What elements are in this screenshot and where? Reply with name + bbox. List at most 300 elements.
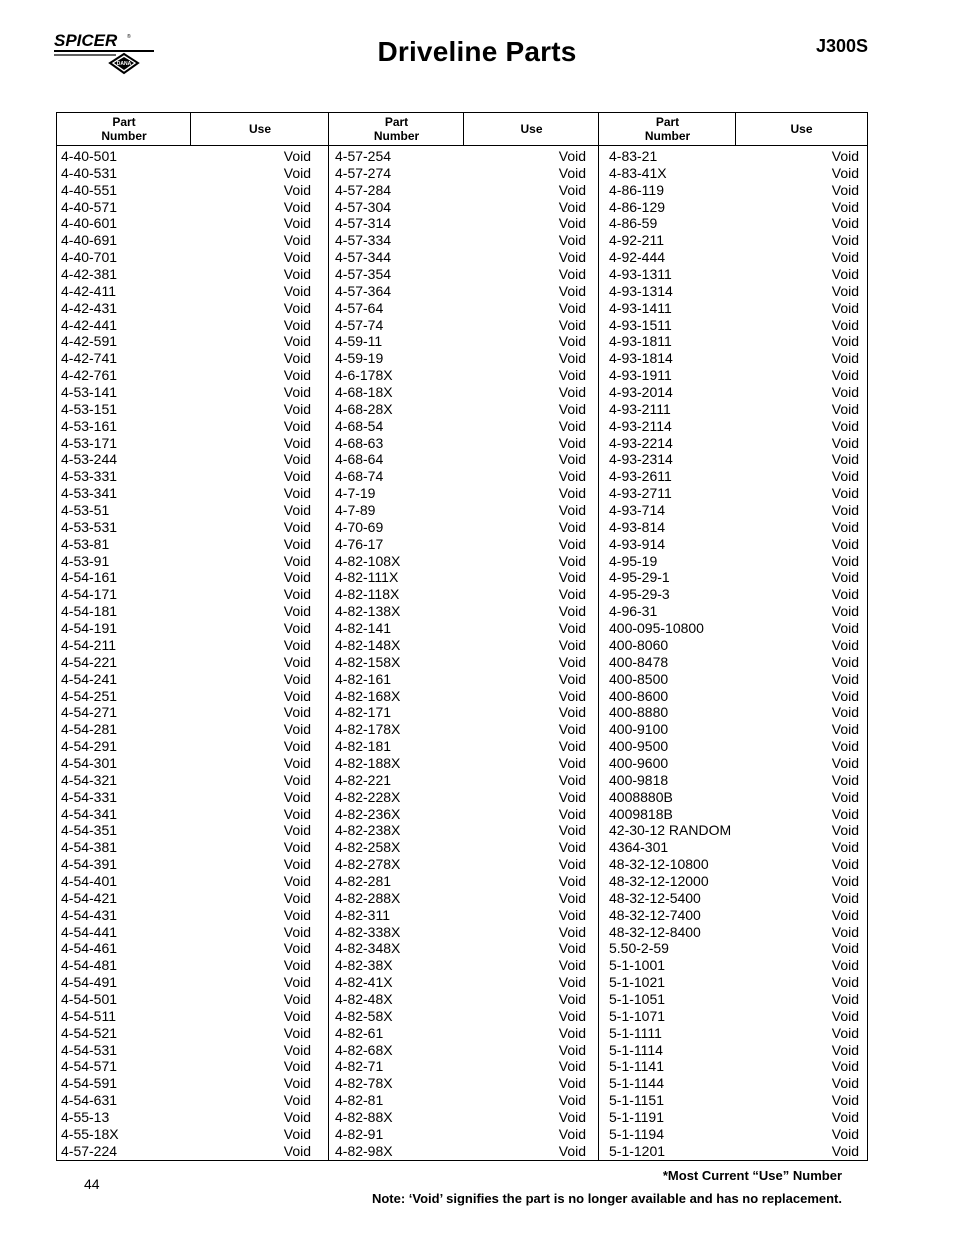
table-row bbox=[609, 721, 859, 738]
use-value: Void bbox=[831, 417, 859, 434]
use-value: Void bbox=[283, 957, 311, 974]
use-value: Void bbox=[558, 333, 586, 350]
use-value: Void bbox=[558, 299, 586, 316]
use-value: Void bbox=[831, 687, 859, 704]
use-value: Void bbox=[831, 316, 859, 333]
parts-column-1 bbox=[61, 148, 311, 1160]
table-row bbox=[609, 384, 859, 401]
use-value: Void bbox=[831, 434, 859, 451]
part-number: 4-54-431 bbox=[61, 906, 118, 923]
use-value: Void bbox=[283, 552, 311, 569]
part-number: 4-93-1411 bbox=[609, 299, 672, 316]
part-number: 4-54-291 bbox=[61, 738, 118, 755]
table-row bbox=[61, 1042, 311, 1059]
use-value: Void bbox=[831, 400, 859, 417]
table-row bbox=[609, 586, 859, 603]
use-value: Void bbox=[283, 1007, 311, 1024]
part-number: 4-82-78X bbox=[335, 1075, 393, 1092]
table-row bbox=[335, 1075, 586, 1092]
part-number: 4-93-2111 bbox=[609, 400, 671, 417]
table-row bbox=[61, 890, 311, 907]
part-number: 4-53-91 bbox=[61, 552, 110, 569]
table-row bbox=[609, 165, 859, 182]
table-row bbox=[335, 603, 586, 620]
use-value: Void bbox=[831, 990, 859, 1007]
current-use-note: *Most Current “Use” Number bbox=[662, 1168, 842, 1183]
table-row bbox=[61, 1109, 311, 1126]
part-number: 4-57-74 bbox=[335, 316, 384, 333]
table-row bbox=[335, 1109, 586, 1126]
table-row bbox=[61, 435, 311, 452]
part-number: 4-54-531 bbox=[61, 1041, 118, 1058]
use-value: Void bbox=[831, 1092, 859, 1109]
table-row bbox=[335, 704, 586, 721]
use-value: Void bbox=[831, 164, 859, 181]
table-row bbox=[61, 350, 311, 367]
part-number: 48-32-12-12000 bbox=[609, 872, 709, 889]
part-number: 4-54-171 bbox=[61, 586, 118, 603]
use-value: Void bbox=[831, 198, 859, 215]
use-value: Void bbox=[831, 181, 859, 198]
part-number: 5-1-1001 bbox=[609, 957, 666, 974]
part-number: 4-82-178X bbox=[335, 721, 401, 738]
part-number: 4-7-19 bbox=[335, 485, 376, 502]
part-number: 4-57-354 bbox=[335, 266, 392, 283]
use-value: Void bbox=[831, 1058, 859, 1075]
part-number: 4-57-314 bbox=[335, 215, 392, 232]
use-value: Void bbox=[283, 215, 311, 232]
table-row bbox=[61, 485, 311, 502]
use-value: Void bbox=[831, 738, 859, 755]
use-value: Void bbox=[283, 535, 311, 552]
table-row bbox=[335, 435, 586, 452]
part-number: 4-42-441 bbox=[61, 316, 118, 333]
part-number: 4-54-401 bbox=[61, 872, 118, 889]
use-value: Void bbox=[831, 1142, 859, 1159]
table-row bbox=[335, 772, 586, 789]
table-row bbox=[335, 671, 586, 688]
use-value: Void bbox=[283, 333, 311, 350]
model-code: J300S bbox=[815, 36, 868, 56]
use-value: Void bbox=[283, 738, 311, 755]
use-value: Void bbox=[283, 451, 311, 468]
use-value: Void bbox=[558, 417, 586, 434]
part-number: 4-93-1814 bbox=[609, 350, 673, 367]
use-value: Void bbox=[831, 974, 859, 991]
use-value: Void bbox=[283, 636, 311, 653]
use-value: Void bbox=[283, 1125, 311, 1142]
table-row bbox=[61, 789, 311, 806]
use-value: Void bbox=[831, 620, 859, 637]
use-value: Void bbox=[558, 552, 586, 569]
table-row bbox=[61, 199, 311, 216]
table-row bbox=[609, 940, 859, 957]
part-number: 4-57-284 bbox=[335, 181, 392, 198]
part-number: 4-53-244 bbox=[61, 451, 118, 468]
part-number: 4-54-281 bbox=[61, 721, 118, 738]
part-number: 4-57-64 bbox=[335, 299, 384, 316]
use-value: Void bbox=[831, 856, 859, 873]
table-row bbox=[61, 1058, 311, 1075]
use-value: Void bbox=[283, 316, 311, 333]
table-row bbox=[609, 333, 859, 350]
table-row bbox=[61, 940, 311, 957]
table-row bbox=[335, 991, 586, 1008]
use-value: Void bbox=[831, 350, 859, 367]
use-value: Void bbox=[831, 1024, 859, 1041]
table-row bbox=[61, 907, 311, 924]
part-number: 4-82-88X bbox=[335, 1108, 393, 1125]
part-number: 4-54-521 bbox=[61, 1024, 118, 1041]
part-number: 4-54-461 bbox=[61, 940, 118, 957]
part-number: 4-54-191 bbox=[61, 620, 118, 637]
table-row bbox=[609, 215, 859, 232]
part-number: 4-53-51 bbox=[61, 502, 110, 519]
part-number: 4-55-18X bbox=[61, 1125, 119, 1142]
part-number: 4-93-814 bbox=[609, 518, 666, 535]
table-row bbox=[335, 688, 586, 705]
use-value: Void bbox=[283, 788, 311, 805]
use-value: Void bbox=[558, 1092, 586, 1109]
use-value: Void bbox=[558, 704, 586, 721]
part-number: 48-32-12-7400 bbox=[609, 906, 701, 923]
header-use-2: Use bbox=[520, 122, 543, 136]
part-number: 4-82-58X bbox=[335, 1007, 393, 1024]
part-number: 4-57-364 bbox=[335, 282, 392, 299]
part-number: 4-54-501 bbox=[61, 990, 118, 1007]
table-row bbox=[335, 317, 586, 334]
part-number: 4-93-914 bbox=[609, 535, 666, 552]
part-number: 4-76-17 bbox=[335, 535, 384, 552]
parts-table bbox=[56, 112, 868, 1161]
use-value: Void bbox=[831, 957, 859, 974]
part-number: 400-8478 bbox=[609, 653, 669, 670]
use-value: Void bbox=[283, 940, 311, 957]
use-value: Void bbox=[558, 839, 586, 856]
part-number: 4-54-301 bbox=[61, 754, 118, 771]
part-number: 4-82-158X bbox=[335, 653, 401, 670]
table-row bbox=[61, 822, 311, 839]
table-row bbox=[61, 688, 311, 705]
table-row bbox=[335, 974, 586, 991]
part-number: 4-82-48X bbox=[335, 990, 393, 1007]
header-part-number-2: Part Number bbox=[373, 115, 420, 143]
table-row bbox=[61, 1008, 311, 1025]
part-number: 4-53-341 bbox=[61, 485, 118, 502]
table-row bbox=[609, 148, 859, 165]
part-number: 4-54-421 bbox=[61, 889, 118, 906]
table-row bbox=[609, 924, 859, 941]
use-value: Void bbox=[283, 384, 311, 401]
table-row bbox=[609, 266, 859, 283]
table-row bbox=[335, 215, 586, 232]
table-row bbox=[609, 1092, 859, 1109]
use-value: Void bbox=[558, 1041, 586, 1058]
table-row bbox=[609, 839, 859, 856]
use-value: Void bbox=[831, 822, 859, 839]
use-value: Void bbox=[283, 653, 311, 670]
table-row bbox=[335, 249, 586, 266]
table-row bbox=[335, 620, 586, 637]
part-number: 4-54-241 bbox=[61, 670, 118, 687]
use-value: Void bbox=[558, 620, 586, 637]
part-number: 4-54-391 bbox=[61, 856, 118, 873]
use-value: Void bbox=[558, 889, 586, 906]
use-value: Void bbox=[558, 215, 586, 232]
part-number: 4-93-2314 bbox=[609, 451, 673, 468]
part-number: 5-1-1051 bbox=[609, 990, 666, 1007]
part-number: 4-82-61 bbox=[335, 1024, 384, 1041]
table-row bbox=[609, 873, 859, 890]
part-number: 4-93-1311 bbox=[609, 266, 672, 283]
use-value: Void bbox=[283, 502, 311, 519]
use-value: Void bbox=[558, 164, 586, 181]
use-value: Void bbox=[558, 872, 586, 889]
use-value: Void bbox=[558, 754, 586, 771]
table-row bbox=[609, 1075, 859, 1092]
part-number: 4-86-119 bbox=[609, 181, 665, 198]
use-value: Void bbox=[558, 822, 586, 839]
table-row bbox=[609, 704, 859, 721]
part-number: 4-53-171 bbox=[61, 434, 118, 451]
part-number: 4-93-2711 bbox=[609, 485, 672, 502]
table-row bbox=[609, 418, 859, 435]
table-row bbox=[61, 1075, 311, 1092]
use-value: Void bbox=[283, 906, 311, 923]
table-row bbox=[609, 738, 859, 755]
use-value: Void bbox=[831, 299, 859, 316]
part-number: 4-54-211 bbox=[61, 636, 117, 653]
use-value: Void bbox=[558, 603, 586, 620]
use-value: Void bbox=[831, 518, 859, 535]
part-number: 4-53-151 bbox=[61, 400, 118, 417]
table-row bbox=[61, 772, 311, 789]
part-number: 4-53-531 bbox=[61, 518, 118, 535]
part-number: 4-93-2214 bbox=[609, 434, 673, 451]
part-number: 400-8600 bbox=[609, 687, 669, 704]
use-value: Void bbox=[831, 282, 859, 299]
table-row bbox=[61, 569, 311, 586]
table-row bbox=[61, 553, 311, 570]
table-row bbox=[335, 1058, 586, 1075]
use-value: Void bbox=[283, 990, 311, 1007]
part-number: 4-7-89 bbox=[335, 502, 376, 519]
table-row bbox=[61, 401, 311, 418]
use-value: Void bbox=[831, 333, 859, 350]
use-value: Void bbox=[283, 1024, 311, 1041]
table-row bbox=[609, 350, 859, 367]
use-value: Void bbox=[558, 990, 586, 1007]
use-value: Void bbox=[558, 535, 586, 552]
table-row bbox=[61, 182, 311, 199]
use-value: Void bbox=[283, 148, 311, 164]
table-row bbox=[609, 553, 859, 570]
use-value: Void bbox=[283, 1092, 311, 1109]
use-value: Void bbox=[831, 266, 859, 283]
table-row bbox=[61, 839, 311, 856]
part-number: 5-1-1194 bbox=[609, 1125, 665, 1142]
use-value: Void bbox=[831, 451, 859, 468]
part-number: 4-53-331 bbox=[61, 468, 118, 485]
table-row bbox=[61, 586, 311, 603]
part-number: 400-095-10800 bbox=[609, 620, 704, 637]
part-number: 4-40-691 bbox=[61, 232, 118, 249]
part-number: 4-82-221 bbox=[335, 771, 392, 788]
use-value: Void bbox=[558, 805, 586, 822]
part-number: 4-82-171 bbox=[335, 704, 392, 721]
header-use-1: Use bbox=[248, 122, 271, 136]
part-number: 4-82-141 bbox=[335, 620, 392, 637]
table-row bbox=[335, 1092, 586, 1109]
use-value: Void bbox=[283, 670, 311, 687]
table-row bbox=[609, 1058, 859, 1075]
use-value: Void bbox=[831, 535, 859, 552]
use-value: Void bbox=[831, 653, 859, 670]
table-row bbox=[61, 536, 311, 553]
part-number: 400-9100 bbox=[609, 721, 669, 738]
part-number: 48-32-12-8400 bbox=[609, 923, 701, 940]
part-number: 4-54-491 bbox=[61, 974, 118, 991]
part-number: 4-95-19 bbox=[609, 552, 658, 569]
table-row bbox=[335, 451, 586, 468]
use-value: Void bbox=[558, 569, 586, 586]
part-number: 4-82-148X bbox=[335, 636, 401, 653]
table-row bbox=[61, 721, 311, 738]
part-number: 4-40-571 bbox=[61, 198, 118, 215]
use-value: Void bbox=[831, 670, 859, 687]
table-row bbox=[335, 300, 586, 317]
part-number: 4-92-444 bbox=[609, 249, 666, 266]
table-row bbox=[61, 317, 311, 334]
table-row bbox=[335, 384, 586, 401]
table-row bbox=[335, 536, 586, 553]
table-row bbox=[609, 1126, 859, 1143]
part-number: 4-82-228X bbox=[335, 788, 401, 805]
page-title: Driveline Parts bbox=[377, 36, 577, 67]
table-row bbox=[609, 536, 859, 553]
table-row bbox=[61, 519, 311, 536]
part-number: 4-54-331 bbox=[61, 788, 118, 805]
table-row bbox=[609, 401, 859, 418]
use-value: Void bbox=[558, 906, 586, 923]
table-row bbox=[61, 215, 311, 232]
table-row bbox=[609, 1025, 859, 1042]
part-number: 4-82-98X bbox=[335, 1142, 393, 1159]
table-row bbox=[335, 519, 586, 536]
table-row bbox=[335, 586, 586, 603]
table-row bbox=[335, 553, 586, 570]
part-number: 4-93-714 bbox=[609, 502, 666, 519]
part-number: 4-54-511 bbox=[61, 1007, 117, 1024]
table-row bbox=[61, 738, 311, 755]
use-value: Void bbox=[283, 350, 311, 367]
use-value: Void bbox=[283, 687, 311, 704]
table-row bbox=[335, 1042, 586, 1059]
header-part-number-1: Part Number bbox=[101, 115, 147, 143]
part-number: 4-54-441 bbox=[61, 923, 118, 940]
table-row bbox=[335, 182, 586, 199]
table-row bbox=[609, 367, 859, 384]
table-row bbox=[609, 1109, 859, 1126]
use-value: Void bbox=[831, 569, 859, 586]
use-value: Void bbox=[831, 889, 859, 906]
use-value: Void bbox=[831, 552, 859, 569]
table-row bbox=[335, 148, 586, 165]
part-number: 4364-301 bbox=[609, 839, 669, 856]
table-row bbox=[609, 755, 859, 772]
table-row bbox=[335, 738, 586, 755]
use-value: Void bbox=[831, 721, 859, 738]
use-value: Void bbox=[831, 788, 859, 805]
table-row bbox=[335, 1025, 586, 1042]
use-value: Void bbox=[283, 1108, 311, 1125]
use-value: Void bbox=[831, 232, 859, 249]
part-number: 48-32-12-10800 bbox=[609, 856, 709, 873]
use-value: Void bbox=[831, 502, 859, 519]
use-value: Void bbox=[283, 822, 311, 839]
table-row bbox=[335, 789, 586, 806]
part-number: 4-86-129 bbox=[609, 198, 666, 215]
table-row bbox=[335, 485, 586, 502]
use-value: Void bbox=[558, 940, 586, 957]
part-number: 4-82-68X bbox=[335, 1041, 393, 1058]
table-row bbox=[335, 283, 586, 300]
use-value: Void bbox=[558, 400, 586, 417]
use-value: Void bbox=[283, 923, 311, 940]
use-value: Void bbox=[831, 704, 859, 721]
part-number: 5-1-1151 bbox=[609, 1092, 665, 1109]
part-number: 4-95-29-3 bbox=[609, 586, 670, 603]
table-row bbox=[609, 822, 859, 839]
use-value: Void bbox=[831, 940, 859, 957]
part-number: 4-82-188X bbox=[335, 754, 401, 771]
table-row bbox=[609, 671, 859, 688]
table-row bbox=[335, 822, 586, 839]
part-number: 4-54-271 bbox=[61, 704, 118, 721]
use-value: Void bbox=[283, 771, 311, 788]
part-number: 4-54-341 bbox=[61, 805, 118, 822]
column-divider bbox=[598, 113, 599, 1160]
part-number: 4-93-1511 bbox=[609, 316, 672, 333]
part-number: 4-40-531 bbox=[61, 164, 118, 181]
table-row bbox=[61, 856, 311, 873]
part-number: 4-68-64 bbox=[335, 451, 384, 468]
divider bbox=[190, 113, 191, 146]
part-number: 5-1-1201 bbox=[609, 1142, 666, 1159]
header-use-3: Use bbox=[790, 122, 813, 136]
table-row bbox=[609, 772, 859, 789]
table-row bbox=[335, 806, 586, 823]
table-row bbox=[335, 957, 586, 974]
use-value: Void bbox=[831, 1075, 859, 1092]
use-value: Void bbox=[558, 636, 586, 653]
use-value: Void bbox=[831, 754, 859, 771]
table-row bbox=[61, 165, 311, 182]
table-row bbox=[61, 300, 311, 317]
part-number: 4-42-411 bbox=[61, 282, 117, 299]
table-row bbox=[609, 232, 859, 249]
part-number: 5-1-1191 bbox=[609, 1108, 665, 1125]
part-number: 4-57-254 bbox=[335, 148, 392, 164]
use-value: Void bbox=[831, 771, 859, 788]
use-value: Void bbox=[558, 502, 586, 519]
use-value: Void bbox=[558, 1075, 586, 1092]
table-row bbox=[609, 249, 859, 266]
use-value: Void bbox=[283, 282, 311, 299]
table-row bbox=[335, 873, 586, 890]
table-row bbox=[61, 333, 311, 350]
part-number: 4-82-288X bbox=[335, 889, 401, 906]
